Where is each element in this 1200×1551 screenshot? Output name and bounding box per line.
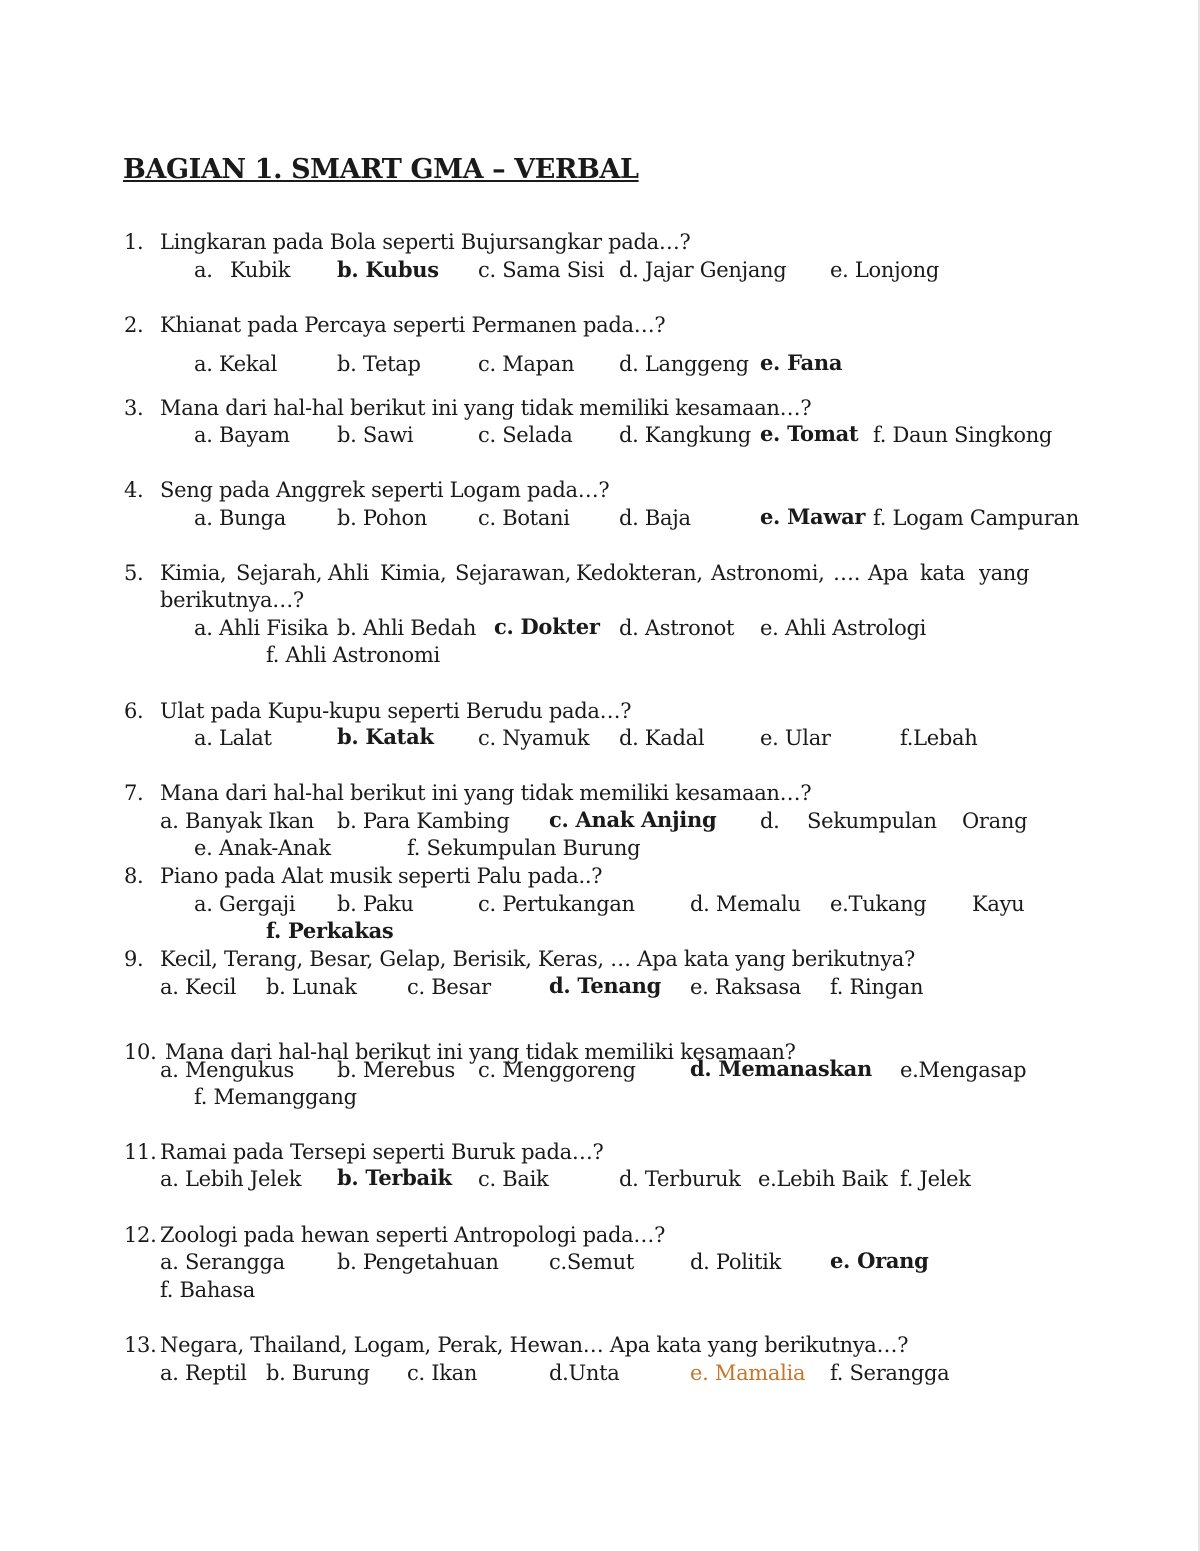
option: b. Lunak xyxy=(266,975,357,999)
option: f. Ringan xyxy=(830,975,924,999)
option: f. Sekumpulan Burung xyxy=(407,836,641,860)
option: d. Astronot xyxy=(619,616,735,640)
option: f. Ahli Astronomi xyxy=(266,643,440,667)
question-word: kata xyxy=(920,561,966,585)
option: e.Lebih Baik xyxy=(758,1167,888,1191)
option: e. Ahli Astrologi xyxy=(760,616,927,640)
option: b. Pengetahuan xyxy=(337,1250,499,1274)
option: b. Para Kambing xyxy=(337,809,510,833)
option: c. Sama Sisi xyxy=(478,258,605,282)
option: e.Tukang xyxy=(830,892,927,916)
question-word: yang xyxy=(979,561,1030,585)
correct-option: c. Anak Anjing xyxy=(549,807,717,832)
option: c. Selada xyxy=(478,423,573,447)
option: c. Nyamuk xyxy=(478,726,590,750)
question-word: Ahli xyxy=(328,561,369,585)
question-word: Sejarawan, xyxy=(455,561,572,585)
option: c. Ikan xyxy=(407,1361,478,1385)
option: d. Baja xyxy=(619,506,691,530)
option: f. Daun Singkong xyxy=(873,423,1053,447)
question-word: …. xyxy=(833,561,861,585)
question-number: 13. xyxy=(124,1333,157,1357)
option: c. Mapan xyxy=(478,352,575,376)
question-number: 2. xyxy=(124,313,144,337)
option: a. Ahli Fisika xyxy=(194,616,329,640)
option: a. Lalat xyxy=(194,726,272,750)
correct-option: d. Memanaskan xyxy=(690,1056,872,1081)
option: b. Tetap xyxy=(337,352,421,376)
option: a. Kecil xyxy=(160,975,237,999)
option: b. Sawi xyxy=(337,423,414,447)
option: a. Mengukus xyxy=(160,1058,295,1082)
option: e. Anak-Anak xyxy=(194,836,331,860)
option: d.Unta xyxy=(549,1361,620,1385)
option: f. Logam Campuran xyxy=(873,506,1079,530)
option: b. Burung xyxy=(266,1361,370,1385)
question-word: Sejarah, xyxy=(236,561,323,585)
option: a. Serangga xyxy=(160,1250,285,1274)
option: a. Banyak Ikan xyxy=(160,809,314,833)
option: b. Paku xyxy=(337,892,414,916)
option: a. Gergaji xyxy=(194,892,296,916)
option: c. Besar xyxy=(407,975,491,999)
option: e. Lonjong xyxy=(830,258,940,282)
option: a. Bayam xyxy=(194,423,290,447)
question-number: 12. xyxy=(124,1223,157,1247)
question-word: Apa xyxy=(868,561,909,585)
option: Orang xyxy=(962,809,1028,833)
option: c.Semut xyxy=(549,1250,635,1274)
question-text: Lingkaran pada Bola seperti Bujursangkar pada…? xyxy=(160,230,691,254)
question-word: Kedokteran, xyxy=(576,561,703,585)
correct-option: e. Mawar xyxy=(760,504,866,529)
highlighted-option: e. Mamalia xyxy=(690,1361,806,1385)
option: d. xyxy=(760,809,780,833)
option: b. Merebus xyxy=(337,1058,455,1082)
option: d. Kangkung xyxy=(619,423,751,447)
option: b. Pohon xyxy=(337,506,428,530)
question-word: Kimia, xyxy=(160,561,227,585)
question-text: Mana dari hal-hal berikut ini yang tidak memiliki kesamaan…? xyxy=(160,396,812,420)
question-number: 8. xyxy=(124,864,144,888)
option: f. Memanggang xyxy=(194,1085,357,1109)
question-number: 4. xyxy=(124,478,144,502)
question-text: Mana dari hal-hal berikut ini yang tidak memiliki kesamaan? xyxy=(165,1040,796,1064)
question-number: 3. xyxy=(124,396,144,420)
question-text: Kecil, Terang, Besar, Gelap, Berisik, Keras, … Apa kata yang berikutnya? xyxy=(160,947,915,971)
question-text-line2: berikutnya…? xyxy=(160,588,304,612)
option: d. Jajar Genjang xyxy=(619,258,787,282)
correct-option: e. Orang xyxy=(830,1248,929,1273)
correct-option: d. Tenang xyxy=(549,973,662,998)
question-word: Astronomi, xyxy=(711,561,825,585)
option: d. Memalu xyxy=(690,892,801,916)
question-word: Kimia, xyxy=(380,561,447,585)
option: e. Ular xyxy=(760,726,831,750)
question-number: 10. xyxy=(124,1040,157,1064)
question-text: Seng pada Anggrek seperti Logam pada…? xyxy=(160,478,610,502)
option: b. Ahli Bedah xyxy=(337,616,477,640)
option: c. Baik xyxy=(478,1167,549,1191)
option: a. xyxy=(194,258,213,282)
correct-option: e. Tomat xyxy=(760,421,859,446)
question-text: Ramai pada Tersepi seperti Buruk pada…? xyxy=(160,1140,604,1164)
option: a. Lebih Jelek xyxy=(160,1167,302,1191)
correct-option: f. Perkakas xyxy=(266,918,394,943)
correct-option: e. Fana xyxy=(760,350,843,375)
question-number: 5. xyxy=(124,561,144,585)
question-number: 7. xyxy=(124,781,144,805)
option: f. Jelek xyxy=(900,1167,971,1191)
option: Sekumpulan xyxy=(807,809,937,833)
option: c. Pertukangan xyxy=(478,892,635,916)
option: a. Bunga xyxy=(194,506,286,530)
option: f. Serangga xyxy=(830,1361,950,1385)
question-text: Zoologi pada hewan seperti Antropologi pada…? xyxy=(160,1223,666,1247)
option: e.Mengasap xyxy=(900,1058,1027,1082)
question-number: 11. xyxy=(124,1140,157,1164)
question-text: Mana dari hal-hal berikut ini yang tidak memiliki kesamaan…? xyxy=(160,781,812,805)
page-title: BAGIAN 1. SMART GMA – VERBAL xyxy=(123,154,639,185)
option: d. Langgeng xyxy=(619,352,749,376)
option: d. Kadal xyxy=(619,726,705,750)
option: d. Terburuk xyxy=(619,1167,741,1191)
option: Kayu xyxy=(972,892,1025,916)
option: f.Lebah xyxy=(900,726,978,750)
option: e. Raksasa xyxy=(690,975,801,999)
question-text: Piano pada Alat musik seperti Palu pada..? xyxy=(160,864,603,888)
correct-option: c. Dokter xyxy=(494,614,600,639)
option: a. Kekal xyxy=(194,352,277,376)
question-text: Negara, Thailand, Logam, Perak, Hewan… Apa kata yang berikutnya…? xyxy=(160,1333,909,1357)
option: c. Botani xyxy=(478,506,570,530)
option: f. Bahasa xyxy=(160,1278,255,1302)
option: a. Reptil xyxy=(160,1361,247,1385)
correct-option: b. Terbaik xyxy=(337,1165,452,1190)
correct-option: b. Kubus xyxy=(337,257,439,282)
question-number: 9. xyxy=(124,947,144,971)
correct-option: b. Katak xyxy=(337,724,434,749)
question-text: Ulat pada Kupu-kupu seperti Berudu pada…? xyxy=(160,699,632,723)
option: d. Politik xyxy=(690,1250,782,1274)
question-number: 1. xyxy=(124,230,144,254)
question-text: Khianat pada Percaya seperti Permanen pada…? xyxy=(160,313,666,337)
option: Kubik xyxy=(230,258,291,282)
question-number: 6. xyxy=(124,699,144,723)
option: c. Menggoreng xyxy=(478,1058,636,1082)
